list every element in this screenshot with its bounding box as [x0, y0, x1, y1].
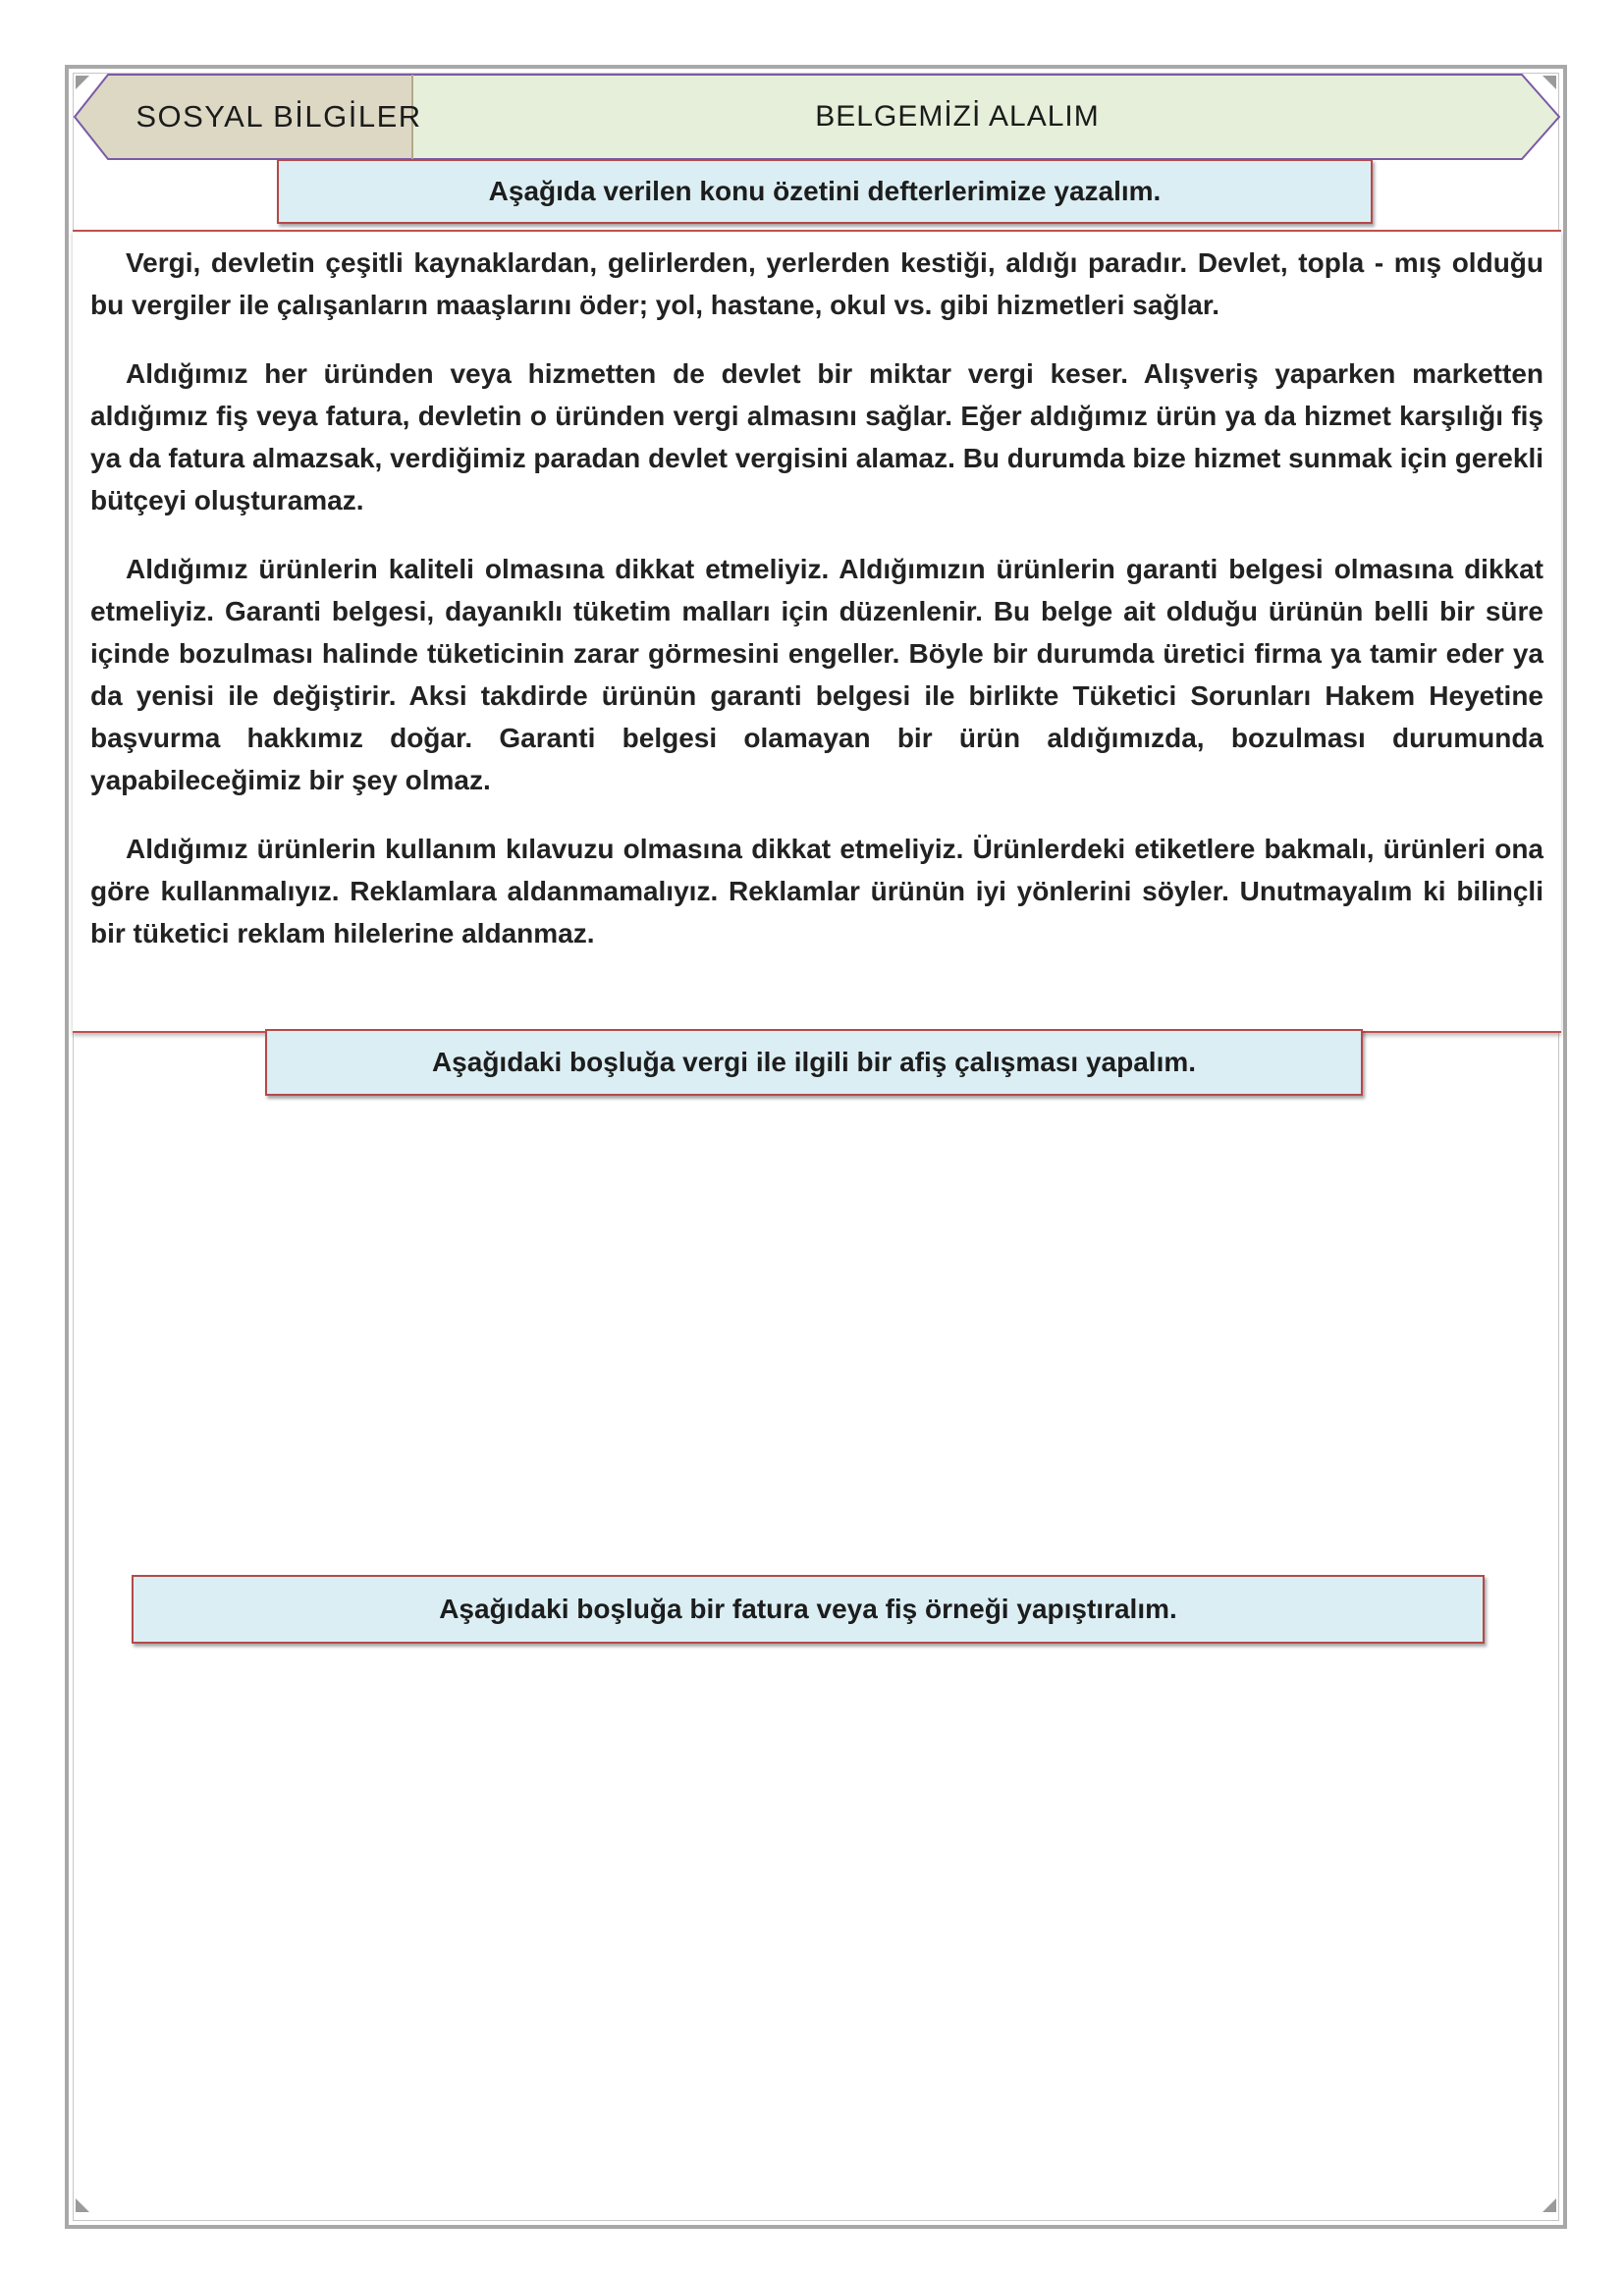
- summary-paragraph-4: Aldığımız ürünlerin kullanım kılavuzu olmasına dikkat etmeliyiz. Ürünlerdeki etiketlere bakmalı, ürünleri ona göre kullanmalıyız. Reklamlara aldanmamalıyız. Reklamlar ürünün iyi yönlerini söyler. Unutmayalım ki bilinçli bir tüketici reklam hilelerine aldanmaz.: [90, 834, 1543, 948]
- subject-label: SOSYAL BİLGİLER: [135, 99, 422, 134]
- summary-instruction-box: Aşağıda verilen konu özetini defterlerimize yazalım.: [277, 159, 1373, 224]
- poster-work-area[interactable]: [88, 1110, 1545, 1542]
- corner-ornament-bottom-left: [76, 2198, 89, 2212]
- document-title: BELGEMİZİ ALALIM: [815, 100, 1100, 133]
- summary-paragraph-3: Aldığımız ürünlerin kaliteli olmasına dikkat etmeliyiz. Aldığımızın ürünlerin garanti belgesi olmasına dikkat etmeliyiz. Garanti belgesi, dayanıklı tüketim malları için düzenlenir. Bu belge ait olduğu ürünün belli bir süre içinde bozulması halinde tüketicinin zarar görmesini engeller. Böyle bir durumda üretici firma ya tamir eder ya da yenisi ile değiştirir. Aksi takdirde ürünün garanti belgesi ile birlikte Tüketici Sorunları Hakem Heyetine başvurma hakkımız doğar. Garanti belgesi olamayan bir ürün aldığımızda, bozulması durumunda yapabileceğimiz bir şey olmaz.: [90, 554, 1543, 795]
- receipt-paste-area[interactable]: [88, 1659, 1545, 2209]
- summary-paragraph-1: Vergi, devletin çeşitli kaynaklardan, gelirlerden, yerlerden kestiği, aldığı paradır. Devlet, topla - mış olduğu bu vergiler ile çalışanların maaşlarını öder; yol, hastane, okul vs. gibi hizmetleri sağlar.: [90, 247, 1543, 320]
- summary-text: [90, 242, 1543, 981]
- header-banner: [69, 73, 1563, 161]
- summary-panel: [73, 230, 1561, 1033]
- summary-paragraph-2: Aldığımız her üründen veya hizmetten de devlet bir miktar vergi keser. Alışveriş yaparken marketten aldığımız fiş veya fatura, devletin o üründen vergi almasını sağlar. Eğer aldığımız ürün ya da hizmet karşılığı fiş ya da fatura almazsak, verdiğimiz paradan devlet vergisini alamaz. Bu durumda bize hizmet sunmak için gerekli bütçeyi oluşturamaz.: [90, 358, 1543, 515]
- poster-instruction-box: Aşağıdaki boşluğa vergi ile ilgili bir afiş çalışması yapalım.: [265, 1029, 1363, 1096]
- receipt-instruction-box: Aşağıdaki boşluğa bir fatura veya fiş örneği yapıştıralım.: [132, 1575, 1485, 1644]
